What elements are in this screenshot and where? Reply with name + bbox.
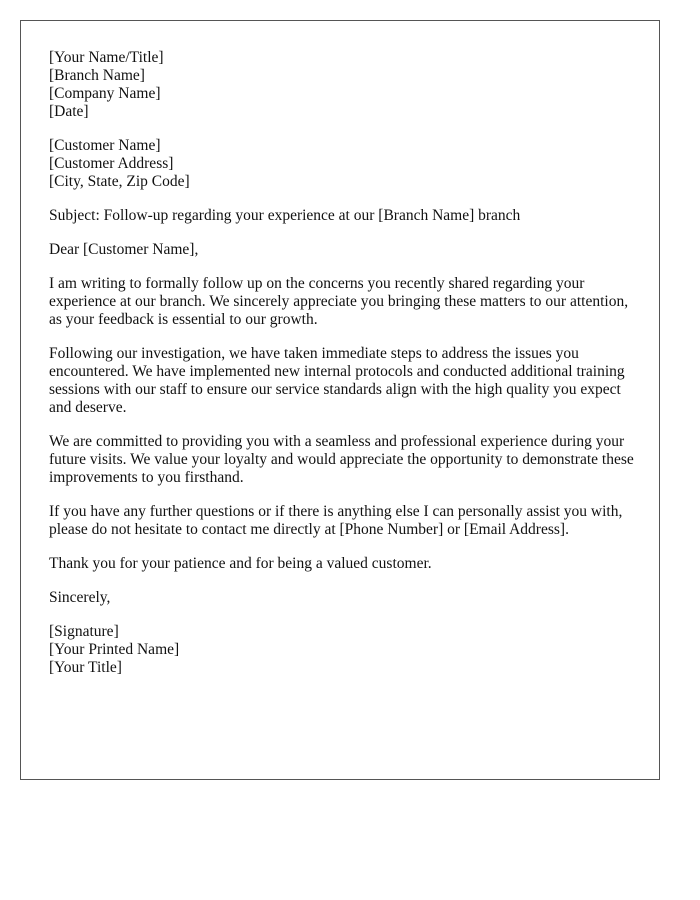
letter-content <box>49 49 634 693</box>
recipient-address: [Customer Address] <box>49 155 174 172</box>
sender-name-title: [Your Name/Title] <box>49 49 164 66</box>
signer-title: [Your Title] <box>49 659 122 676</box>
body-paragraph-4: If you have any further questions or if there is anything else I can personally assist you with, please do not hesitate to contact me directly at [Phone Number] or [Email Address]. <box>49 503 623 538</box>
body-paragraph-3: We are committed to providing you with a seamless and professional experience during your future visits. We value your loyalty and would appreciate the opportunity to demonstrate these improvements to you firsthand. <box>49 433 634 486</box>
body-paragraph-1: I am writing to formally follow up on the concerns you recently shared regarding your experience at our branch. We sincerely appreciate you bringing these matters to our attention, as your feedback is essential to our growth. <box>49 275 629 328</box>
closing: Sincerely, <box>49 589 111 606</box>
sender-branch: [Branch Name] <box>49 67 145 84</box>
letter-date: [Date] <box>49 103 89 120</box>
sender-company: [Company Name] <box>49 85 161 102</box>
body-paragraph-2: Following our investigation, we have taken immediate steps to address the issues you encountered. We have implemented new internal protocols and conducted additional training sessions with our staff to ensure our service standards align with the high quality you expect and deserve. <box>49 345 625 416</box>
sender-block <box>49 49 634 121</box>
signature-block <box>49 623 634 677</box>
signature-placeholder: [Signature] <box>49 623 119 640</box>
body-paragraph-5: Thank you for your patience and for being a valued customer. <box>49 555 432 572</box>
subject-line: Subject: Follow-up regarding your experience at our [Branch Name] branch <box>49 207 521 224</box>
recipient-name: [Customer Name] <box>49 137 161 154</box>
printed-name: [Your Printed Name] <box>49 641 180 658</box>
recipient-block <box>49 137 634 191</box>
recipient-city-state-zip: [City, State, Zip Code] <box>49 173 190 190</box>
salutation: Dear [Customer Name], <box>49 241 199 258</box>
letter-page <box>20 20 660 780</box>
